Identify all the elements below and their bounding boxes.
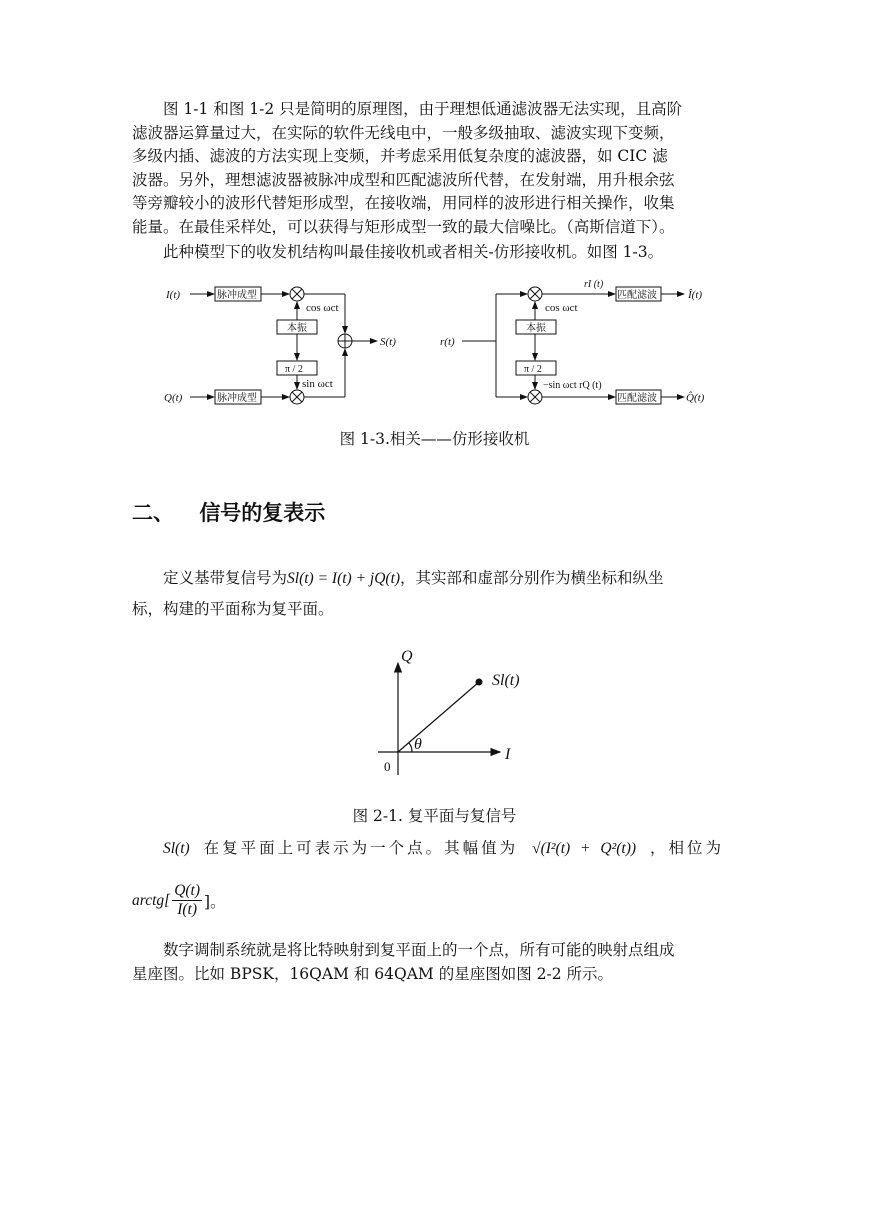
p4-lead: Sl(t) [163,840,190,857]
phase-denominator: I(t) [177,901,197,918]
tx-pulse-shape-bottom: 脉冲成型 [217,393,257,404]
paragraph-definition [132,563,738,624]
rx-shift: π / 2 [524,364,542,375]
para1-line: 等旁瓣较小的波形代替矩形成型，在接收端，用同样的波形进行相关操作，收集 [132,194,675,212]
tx-output: S(t) [380,336,396,348]
figure-1-3-diagram [0,278,869,408]
phase-prefix: arctg[ [132,891,171,909]
rx-input: r(t) [440,336,455,348]
para1-line: 波器。另外，理想滤波器被脉冲成型和匹配滤波所代替，在发射端，用升根余弦 [132,170,675,189]
q-axis-label: Q [401,648,413,665]
p4-magnitude: √(I²(t) + Q²(t)) [532,840,637,857]
tx-cos-label: cos ωct [306,302,339,314]
paragraph-intro [132,98,738,239]
tx-shift: π / 2 [285,364,303,375]
i-axis-label: I [505,746,511,763]
figure-2-1-caption: 图 2-1. 复平面与复信号 [352,807,517,825]
rx-cos-label: cos ωct [545,302,578,314]
rx-osc: 本振 [526,323,546,334]
paragraph-receiver: 此种模型下的收发机结构叫最佳接收机或者相关-仿形接收机。如图 1-3。 [163,243,664,261]
theta-arc [409,743,412,752]
def-line2: 标，构建的平面称为复平面。 [132,600,334,618]
rx-mf-bottom: 匹配滤波 [617,393,657,404]
figure-1-3-caption: 图 1-3.相关——仿形接收机 [339,430,530,448]
point-label: Sl(t) [492,672,520,689]
tx-osc: 本振 [287,323,307,334]
p4-text1: 在复平面上可表示为一个点。其幅值为 [203,839,519,857]
origin-label: 0 [384,759,391,774]
phase-fraction [172,882,202,919]
section-number: 二、 [132,501,174,525]
def-formula: Sl(t) = I(t) + jQ(t) [287,570,401,587]
para1-line: 多级内插、滤波的方法实现上变频，并考虑采用低复杂度的滤波器，如 CIC 滤 [132,147,668,165]
tx-sin-label: sin ωct [302,378,333,390]
tx-input-i: I(t) [166,289,181,301]
tx-input-q: Q(t) [164,392,183,404]
paragraph-constellation [132,939,738,986]
para5-line: 数字调制系统就是将比特映射到复平面上的一个点，所有可能的映射点组成 [163,941,675,959]
para1-line: 滤波器运算量过大，在实际的软件无线电中，一般多级抽取、滤波实现下变频， [132,123,675,142]
phase-numerator: Q(t) [174,882,201,899]
signal-vector [398,682,479,752]
def-pre: 定义基带复信号为 [163,569,288,587]
rx-out-i: Î(t) [688,289,703,301]
def-post: ，其实部和虚部分别作为横坐标和纵坐 [400,569,664,587]
section-heading [132,497,325,527]
paragraph-magnitude [132,836,738,858]
rx-rq-label: −sin ωct rQ (t) [543,380,602,391]
rx-ri-label: rI (t) [584,279,604,290]
phase-formula [132,882,226,919]
theta-label: θ [414,736,422,753]
p4-text2: ，相位为 [649,839,724,857]
para1-line: 能量。在最佳采样处，可以获得与矩形成型一致的最大信噪比。（高斯信道下）。 [132,217,675,236]
para5-line: 星座图。比如 BPSK，16QAM 和 64QAM 的星座图如图 2-2 所示。 [132,964,614,983]
figure-2-1-diagram [0,645,869,785]
rx-mf-top: 匹配滤波 [617,290,657,301]
phase-suffix: ]。 [204,892,226,911]
rx-out-q: Q̂(t) [686,392,705,404]
signal-point [476,679,483,686]
section-title: 信号的复表示 [199,501,326,525]
para1-line: 图 1-1 和图 1-2 只是简明的原理图，由于理想低通滤波器无法实现，且高阶 [163,100,683,118]
tx-pulse-shape-top: 脉冲成型 [217,290,257,301]
